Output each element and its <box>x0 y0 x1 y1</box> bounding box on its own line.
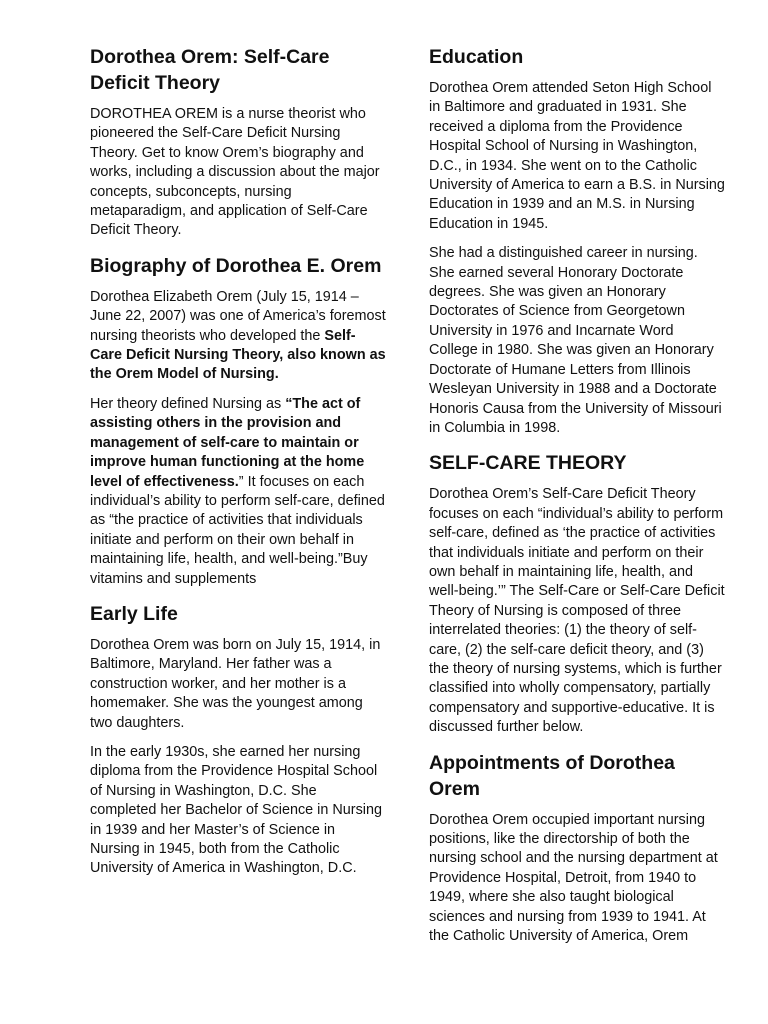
biography-p2-bold: “The act of assisting others in the provision and management of self-care to maintain or improve human functioning at the home level of effectiveness. <box>90 395 365 490</box>
education-section <box>429 44 725 438</box>
intro-paragraph: DOROTHEA OREM is a nurse theorist who pioneered the Self-Care Deficit Nursing Theory. Get to know Orem’s biography and works, including a discussion about the major concepts, subconcepts, nursing metaparadigm, and application of Self-Care Deficit Theory. <box>90 106 380 239</box>
biography-paragraph-1 <box>90 288 386 385</box>
biography-p2-rest: ” It focuses on each individual’s ability to perform self-care, defined as “the practice of activities that individuals initiate and perform on their own behalf in maintaining life, health, and well-being.”Buy vitamins and supplements <box>90 473 385 587</box>
intro-section <box>90 44 386 241</box>
appointments-section <box>429 750 725 947</box>
biography-p2-text: Her theory defined Nursing as <box>90 395 286 412</box>
page-title: Dorothea Orem: Self-Care Deficit Theory <box>90 46 330 94</box>
right-column <box>429 44 725 958</box>
self-care-section <box>429 450 725 737</box>
appointments-paragraph: Dorothea Orem occupied important nursing positions, like the directorship of both the nursing school and the nursing department at Providence Hospital, Detroit, from 1940 to 1949, where she also taught biological sciences and nursing from 1939 to 1941. At the Catholic University of America, Orem <box>429 811 718 945</box>
biography-p1-bold: Self-Care Deficit Nursing Theory, also known as the Orem Model of Nursing. <box>90 327 386 383</box>
early-life-paragraph-1: Dorothea Orem was born on July 15, 1914, in Baltimore, Maryland. Her father was a construction worker, and her mother is a homemaker. She was the youngest among two daughters. <box>90 636 381 731</box>
education-heading: Education <box>429 46 524 68</box>
left-column <box>90 44 386 891</box>
early-life-heading: Early Life <box>90 602 178 625</box>
biography-paragraph-2 <box>90 395 386 589</box>
self-care-heading: SELF-CARE THEORY <box>429 452 627 475</box>
early-life-paragraph-2: In the early 1930s, she earned her nursing diploma from the Providence Hospital School of Nursing in Washington, D.C. She completed her Bachelor of Science in Nursing in 1939 and her Master’s of Science in Nursing in 1945, both from the Catholic University of America in Washington, D.C. <box>90 743 382 877</box>
biography-heading: Biography of Dorothea E. Orem <box>90 254 382 277</box>
early-life-section <box>90 601 386 879</box>
education-paragraph-1: Dorothea Orem attended Seton High School in Baltimore and graduated in 1931. She received a diploma from the Providence Hospital School of Nursing in Washington, D.C., in 1934. She went on to the Catholic University of America to earn a B.S. in Nursing Education in 1939 and an M.S. in Nursing Education in 1945. <box>429 80 725 232</box>
biography-p1-text: Dorothea Elizabeth Orem (July 15, 1914 – June 22, 2007) was one of America’s foremost nursing theorists who developed the <box>90 288 386 344</box>
self-care-paragraph: Dorothea Orem’s Self-Care Deficit Theory focuses on each “individual’s ability to perform self-care, defined as ‘the practice of activities that individuals initiate and perform on their own behalf in maintaining life, health, and well-being.’” The Self-Care or Self-Care Deficit Theory of Nursing is composed of three interrelated theories: (1) the theory of self-care, (2) the self-care deficit theory, and (3) the theory of nursing systems, which is further classified into wholly compensatory, partially compensatory and supportive-educative. It is discussed further below. <box>429 486 725 736</box>
education-paragraph-2: She had a distinguished career in nursing. She earned several Honorary Doctorate degrees. She was given an Honorary Doctorates of Science from Georgetown University in 1976 and Incarnate Word College in 1980. She was given an Honorary Doctorate of Humane Letters from Illinois Wesleyan University in 1988 and a Doctorate Honoris Causa from the University of Missouri in Columbia in 1998. <box>429 245 722 436</box>
biography-section <box>90 253 386 589</box>
appointments-heading: Appointments of Dorothea Orem <box>429 751 675 800</box>
